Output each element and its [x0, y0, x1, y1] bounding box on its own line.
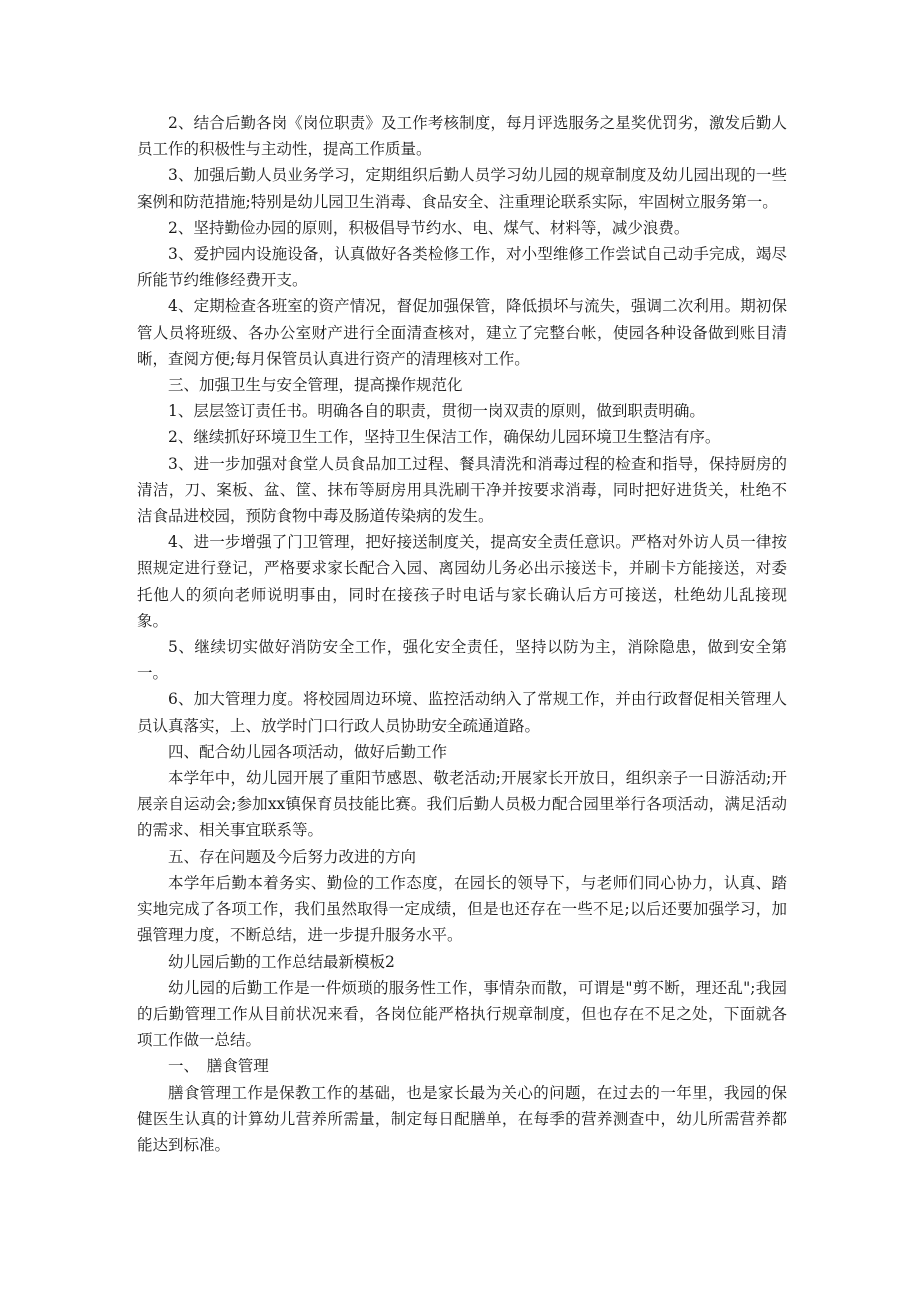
paragraph: 本学年中，幼儿园开展了重阳节感恩、敬老活动;开展家长开放日，组织亲子一日游活动;开展亲自运动会;参加xx镇保育员技能比赛。我们后勤人员极力配合园里举行各项活动，满足活动的需求、相关事宜联系等。	[137, 769, 787, 840]
paragraph: 1、层层签订责任书。明确各自的职责，贯彻一岗双责的原则，做到职责明确。	[168, 402, 705, 421]
paragraph: 3、进一步加强对食堂人员食品加工过程、餐具清洗和消毒过程的检查和指导，保持厨房的清洁，刀、案板、盆、筐、抹布等厨房用具洗刷干净并按要求消毒，同时把好进货关，杜绝不洁食品进校园，预防食物中毒及肠道传染病的发生。	[137, 454, 787, 526]
paragraph: 膳食管理工作是保教工作的基础，也是家长最为关心的问题，在过去的一年里，我园的保健医生认真的计算幼儿营养所需量，制定每日配膳单，在每季的营养测查中，幼儿所需营养都能达到标准。	[137, 1083, 787, 1154]
paragraph: 5、继续切实做好消防安全工作，强化安全责任，坚持以防为主，消除隐患，做到安全第一。	[137, 638, 787, 683]
paragraph: 2、坚持勤俭办园的原则，积极倡导节约水、电、煤气、材料等，减少浪费。	[168, 218, 690, 237]
paragraph: 3、爱护园内设施设备，认真做好各类检修工作，对小型维修工作尝试自己动手完成，竭尽所能节约维修经费开支。	[137, 245, 787, 290]
document-title: 幼儿园后勤的工作总结最新模板2	[168, 952, 395, 971]
section-heading: 四、配合幼儿园各项活动，做好后勤工作	[168, 742, 448, 761]
paragraph: 6、加大管理力度。将校园周边环境、监控活动纳入了常规工作，并由行政督促相关管理人员认真落实，上、放学时门口行政人员协助安全疏通道路。	[137, 690, 787, 735]
paragraph: 3、加强后勤人员业务学习，定期组织后勤人员学习幼儿园的规章制度及幼儿园出现的一些案例和防范措施;特别是幼儿园卫生消毒、食品安全、注重理论联系实际，牢固树立服务第一。	[137, 166, 787, 211]
section-heading: 五、存在问题及今后努力改进的方向	[168, 847, 417, 866]
section-heading: 一、 膳食管理	[168, 1057, 269, 1076]
document-body	[137, 110, 787, 1158]
paragraph: 幼儿园的后勤工作是一件烦琐的服务性工作，事情杂而散，可谓是"剪不断，理还乱";我园的后勤管理工作从目前状况来看，各岗位能严格执行规章制度，但也存在不足之处，下面就各项工作做一总结。	[137, 978, 787, 1050]
paragraph: 4、进一步增强了门卫管理，把好接送制度关，提高安全责任意识。严格对外访人员一律按照规定进行登记，严格要求家长配合入园、离园幼儿务必出示接送卡，并刷卡方能接送，对委托他人的须向老师说明事由，同时在接孩子时电话与家长确认后方可接送，杜绝幼儿乱接现象。	[137, 533, 787, 630]
paragraph: 4、定期检查各班室的资产情况，督促加强保管，降低损坏与流失，强调二次利用。期初保管人员将班级、各办公室财产进行全面清查核对，建立了完整台帐，使园各种设备做到账目清晰，查阅方便;每月保管员认真进行资产的清理核对工作。	[137, 297, 787, 368]
paragraph: 2、继续抓好环境卫生工作，坚持卫生保洁工作，确保幼儿园环境卫生整洁有序。	[168, 428, 721, 447]
section-heading: 三、加强卫生与安全管理，提高操作规范化	[168, 376, 463, 395]
paragraph: 本学年后勤本着务实、勤俭的工作态度，在园长的领导下，与老师们同心协力，认真、踏实地完成了各项工作，我们虽然取得一定成绩，但是也还存在一些不足;以后还要加强学习，加强管理力度，不断总结，进一步提升服务水平。	[137, 873, 787, 945]
paragraph: 2、结合后勤各岗《岗位职责》及工作考核制度，每月评选服务之星奖优罚劣，激发后勤人员工作的积极性与主动性，提高工作质量。	[137, 114, 787, 159]
